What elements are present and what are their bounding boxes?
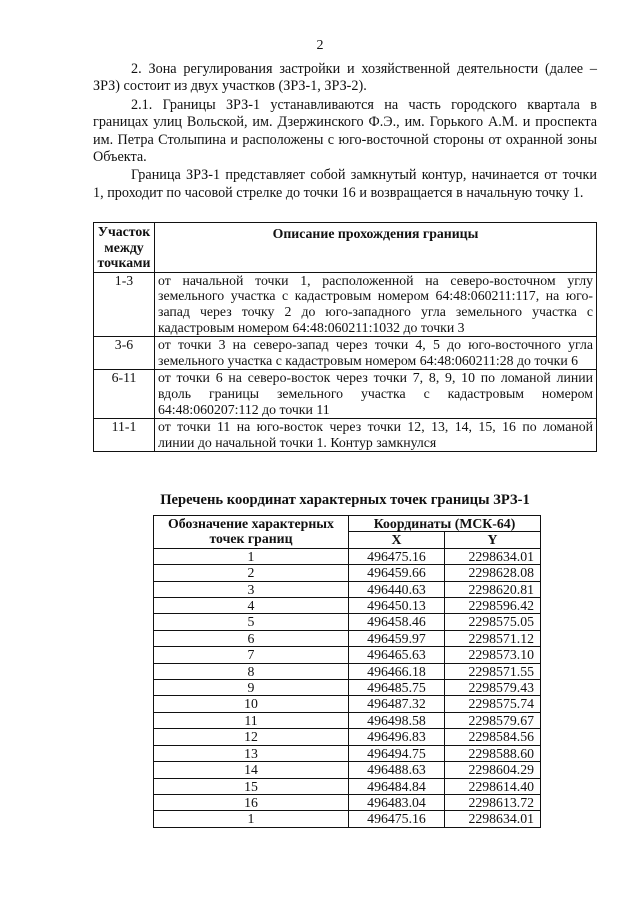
coords-header-x: X: [349, 532, 445, 548]
coords-x-cell: 496494.75: [349, 745, 445, 761]
coords-x-cell: 496450.13: [349, 598, 445, 614]
page-number: 2: [316, 38, 324, 53]
coords-point-cell: 1: [154, 548, 349, 564]
paragraph-zrz1-contour: Граница ЗРЗ-1 представляет собой замкнутый контур, начинается от точки 1, проходит по часовой стрелке до точки 16 и возвращается в начальную точку 1.: [93, 167, 597, 201]
coords-x-cell: 496487.32: [349, 696, 445, 712]
coords-row: [154, 663, 541, 679]
route-section-cell: 3-6: [94, 337, 155, 370]
coords-y-cell: 2298588.60: [445, 745, 541, 761]
coords-x-cell: 496496.83: [349, 729, 445, 745]
coords-y-cell: 2298620.81: [445, 581, 541, 597]
coords-row: [154, 647, 541, 663]
route-description-cell: от точки 11 на юго-восток через точки 12, 13, 14, 15, 16 по ломаной линии до начальной точки 1. Контур замкнулся: [155, 419, 597, 452]
route-description-cell: от точки 6 на северо-восток через точки 7, 8, 9, 10 по ломаной линии вдоль границы земельного участка с кадастровым номером 64:48:060207:112 до точки 11: [155, 370, 597, 419]
coords-x-cell: 496475.16: [349, 811, 445, 827]
route-row: [94, 370, 597, 419]
coords-point-cell: 1: [154, 811, 349, 827]
coords-y-cell: 2298613.72: [445, 794, 541, 810]
coords-header-point: Обозначение характерных точек границ: [154, 516, 349, 549]
route-row: [94, 419, 597, 452]
route-row: [94, 337, 597, 370]
coords-x-cell: 496459.97: [349, 630, 445, 646]
coords-row: [154, 811, 541, 827]
paragraph-zone-regulation: 2. Зона регулирования застройки и хозяйственной деятельности (далее – ЗРЗ) состоит из двух участков (ЗРЗ-1, ЗРЗ-2).: [93, 61, 597, 95]
coords-x-cell: 496475.16: [349, 548, 445, 564]
coords-row: [154, 762, 541, 778]
coords-point-cell: 10: [154, 696, 349, 712]
coords-point-cell: 15: [154, 778, 349, 794]
coords-y-cell: 2298573.10: [445, 647, 541, 663]
coords-row: [154, 614, 541, 630]
coords-point-cell: 2: [154, 565, 349, 581]
coords-y-cell: 2298575.05: [445, 614, 541, 630]
coords-point-cell: 8: [154, 663, 349, 679]
coords-table-body: [154, 548, 541, 827]
coords-row: [154, 680, 541, 696]
coords-x-cell: 496458.46: [349, 614, 445, 630]
coords-point-cell: 7: [154, 647, 349, 663]
coords-x-cell: 496465.63: [349, 647, 445, 663]
coordinates-title: Перечень координат характерных точек границы ЗРЗ-1: [160, 492, 530, 508]
coords-x-cell: 496498.58: [349, 712, 445, 728]
coords-y-cell: 2298579.67: [445, 712, 541, 728]
coords-header-coordinates: Координаты (МСК-64): [349, 516, 541, 532]
coords-row: [154, 794, 541, 810]
coords-y-cell: 2298571.55: [445, 663, 541, 679]
coords-x-cell: 496484.84: [349, 778, 445, 794]
coords-row: [154, 712, 541, 728]
coords-point-cell: 9: [154, 680, 349, 696]
coords-row: [154, 548, 541, 564]
coords-point-cell: 4: [154, 598, 349, 614]
route-section-cell: 1-3: [94, 272, 155, 336]
route-section-cell: 11-1: [94, 419, 155, 452]
coords-row: [154, 729, 541, 745]
coords-y-cell: 2298628.08: [445, 565, 541, 581]
coords-header-row: [154, 516, 541, 532]
coords-x-cell: 496485.75: [349, 680, 445, 696]
coords-x-cell: 496459.66: [349, 565, 445, 581]
coordinates-table: [153, 515, 541, 828]
coords-point-cell: 6: [154, 630, 349, 646]
boundary-route-table: [93, 222, 597, 452]
coords-point-cell: 12: [154, 729, 349, 745]
coords-row: [154, 696, 541, 712]
route-header-section: Участок между точками: [94, 223, 155, 273]
coords-row: [154, 778, 541, 794]
coords-y-cell: 2298575.74: [445, 696, 541, 712]
coords-row: [154, 630, 541, 646]
coords-point-cell: 13: [154, 745, 349, 761]
paragraph-zrz1-boundaries: 2.1. Границы ЗРЗ-1 устанавливаются на часть городского квартала в границах улиц Вольской, им. Дзержинского Ф.Э., им. Горького А.М. и проспекта им. Петра Столыпина и расположены с юго-восточной стороны от охранной зоны Объекта.: [93, 96, 597, 166]
route-description-cell: от начальной точки 1, расположенной на северо-восточном углу земельного участка с кадастровым номером 64:48:060211:117, на юго-запад через точку 2 до юго-западного угла земельного участка с кадастровым номером 64:48:060211:1032 до точки 3: [155, 272, 597, 336]
coords-point-cell: 16: [154, 794, 349, 810]
coords-y-cell: 2298596.42: [445, 598, 541, 614]
route-description-cell: от точки 3 на северо-запад через точки 4, 5 до юго-восточного угла земельного участка с кадастровым номером 64:48:060211:28 до точки 6: [155, 337, 597, 370]
coords-y-cell: 2298634.01: [445, 548, 541, 564]
coords-row: [154, 598, 541, 614]
coords-row: [154, 565, 541, 581]
coords-y-cell: 2298584.56: [445, 729, 541, 745]
coords-x-cell: 496483.04: [349, 794, 445, 810]
coords-point-cell: 14: [154, 762, 349, 778]
route-table-header-row: [94, 223, 597, 273]
coords-x-cell: 496440.63: [349, 581, 445, 597]
coords-y-cell: 2298604.29: [445, 762, 541, 778]
coords-y-cell: 2298634.01: [445, 811, 541, 827]
coords-y-cell: 2298571.12: [445, 630, 541, 646]
body-text: [93, 61, 597, 202]
coords-x-cell: 496488.63: [349, 762, 445, 778]
coords-row: [154, 745, 541, 761]
route-header-description: Описание прохождения границы: [155, 223, 597, 273]
route-row: [94, 272, 597, 336]
coords-y-cell: 2298614.40: [445, 778, 541, 794]
coords-point-cell: 5: [154, 614, 349, 630]
coords-y-cell: 2298579.43: [445, 680, 541, 696]
coords-header-y: Y: [445, 532, 541, 548]
coords-row: [154, 581, 541, 597]
coords-point-cell: 3: [154, 581, 349, 597]
coords-point-cell: 11: [154, 712, 349, 728]
coords-x-cell: 496466.18: [349, 663, 445, 679]
route-section-cell: 6-11: [94, 370, 155, 419]
